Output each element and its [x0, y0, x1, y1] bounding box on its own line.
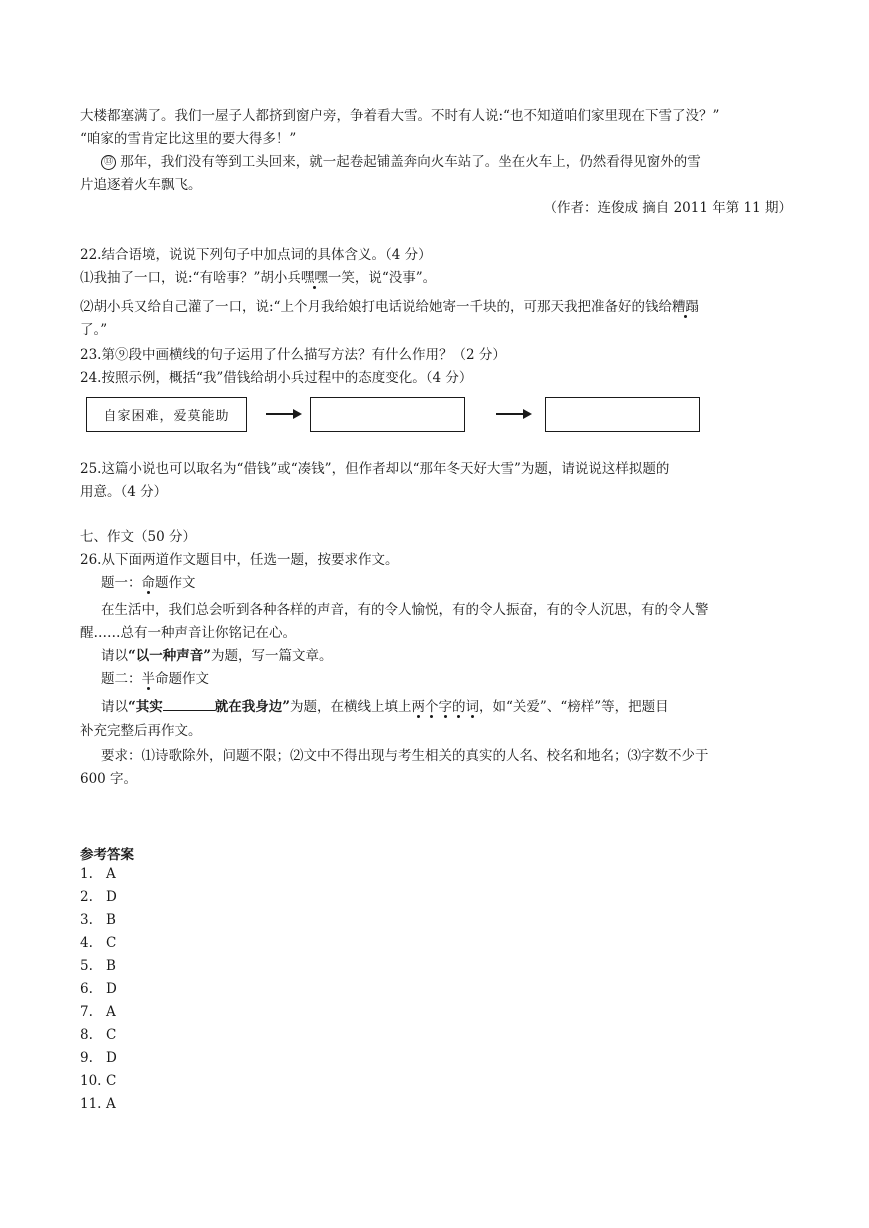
essay-requirements: 要求：⑴诗歌除外，问题不限；⑵文中不得出现与考生相关的真实的人名、校名和地名；⑶字数不少于: [101, 748, 709, 764]
question-23: 23.第⑨段中画横线的句子运用了什么描写方法？有什么作用？（2 分）: [80, 347, 506, 363]
story-line: 大楼都塞满了。我们一屋子人都挤到窗户旁，争着看大雪。不时有人说:“也不知道咱们家里现在下雪了没？”: [80, 108, 720, 124]
dotted-word: 半: [141, 671, 155, 687]
answer-number: 11.: [80, 1096, 102, 1112]
flow-box-answer-2: [545, 397, 700, 432]
essay-topic-2-body-cont: 补充完整后再作文。: [80, 723, 202, 739]
story-line: ⑬ 那年，我们没有等到工头回来，就一起卷起铺盖奔向火车站了。坐在火车上，仍然看得见窗外的雪: [101, 152, 791, 172]
question-22-item-2: ⑵胡小兵又给自己灌了一口，说:“上个月我给娘打电话说给她寄一千块的，可那天我把准备好的钱给糟蹋: [80, 299, 699, 315]
answer-value: C: [106, 1073, 117, 1089]
answer-number: 2.: [80, 889, 93, 905]
answer-value: C: [106, 935, 117, 951]
answer-value: D: [106, 1050, 117, 1066]
question-26: 26.从下面两道作文题目中，任选一题，按要求作文。: [80, 552, 399, 568]
answer-item: [80, 910, 116, 930]
story-line: 片追逐着火车飘飞。: [80, 177, 202, 193]
question-24: 24.按照示例，概括“我”借钱给胡小兵过程中的态度变化。（4 分）: [80, 370, 473, 386]
answer-value: A: [106, 866, 116, 882]
answer-number: 10.: [80, 1073, 102, 1089]
essay-section-title: 七、作文（50 分）: [80, 529, 196, 545]
answer-number: 7.: [80, 1004, 93, 1020]
answer-value: D: [106, 981, 117, 997]
story-source: （作者：连俊成 摘自 2011 年第 11 期）: [543, 200, 792, 216]
question-22: 22.结合语境，说说下列句子中加点词的具体含义。（4 分）: [80, 247, 432, 263]
flow-box-answer-1: [310, 397, 465, 432]
dotted-word: 糟蹋: [671, 299, 699, 315]
answer-item: [80, 887, 117, 907]
answer-value: B: [106, 958, 116, 974]
answer-value: A: [106, 1096, 116, 1112]
answer-number: 5.: [80, 958, 93, 974]
arrow-right-icon: [266, 409, 302, 419]
answer-value: A: [106, 1004, 116, 1020]
answer-item: [80, 864, 116, 884]
essay-topic-1-requirement: 请以“以一种声音”为题，写一篇文章。: [101, 648, 333, 664]
essay-topic-1-body-cont: 醒……总有一种声音让你铭记在心。: [80, 625, 296, 641]
answer-number: 8.: [80, 1027, 93, 1043]
answer-item: [80, 1002, 116, 1022]
answer-item: [80, 933, 116, 953]
answer-item: [80, 1025, 116, 1045]
question-22-item-2-cont: 了。”: [80, 322, 108, 338]
question-25-cont: 用意。（4 分）: [80, 484, 168, 500]
answer-item: [80, 1094, 116, 1114]
essay-topic-1-body: 在生活中，我们总会听到各种各样的声音，有的令人愉悦，有的令人振奋，有的令人沉思，有的令人警: [101, 602, 709, 618]
essay-requirements-cont: 600 字。: [80, 771, 138, 787]
answer-value: B: [106, 912, 116, 928]
fill-in-blank: [163, 696, 215, 711]
answer-value: C: [106, 1027, 117, 1043]
essay-topic-1: 题一：命题作文: [101, 575, 196, 591]
dotted-word: 嘿嘿: [300, 270, 328, 286]
answer-number: 6.: [80, 981, 93, 997]
answer-item: [80, 979, 117, 999]
answer-item: [80, 1048, 117, 1068]
question-22-item-1: ⑴我抽了一口，说:“有啥事？”胡小兵嘿嘿一笑，说“没事”。: [80, 270, 437, 286]
answer-item: [80, 956, 116, 976]
dotted-word: 命: [141, 575, 155, 591]
flow-box-example: 自家困难，爱莫能助: [86, 397, 247, 432]
answer-item: [80, 1071, 116, 1091]
answer-number: 4.: [80, 935, 93, 951]
answer-number: 1.: [80, 866, 93, 882]
story-line: “咱家的雪肯定比这里的要大得多！”: [80, 131, 297, 147]
arrow-right-icon: [496, 409, 532, 419]
answer-value: D: [106, 889, 117, 905]
question-25: 25.这篇小说也可以取名为“借钱”或“凑钱”，但作者却以“那年冬天好大雪”为题，请说说这样拟题的: [80, 461, 670, 477]
essay-topic-2: 题二：半命题作文: [101, 671, 209, 687]
answer-number: 3.: [80, 912, 93, 928]
essay-title-bold: “以一种声音”: [128, 648, 212, 664]
answers-title: 参考答案: [80, 847, 134, 863]
essay-topic-2-body: 请以“其实 就在我身边”为题，在横线上填上两个字的词，如“关爱”、“榜样”等，把题目: [101, 696, 791, 717]
paragraph-marker: ⑬: [101, 155, 116, 170]
answer-number: 9.: [80, 1050, 93, 1066]
